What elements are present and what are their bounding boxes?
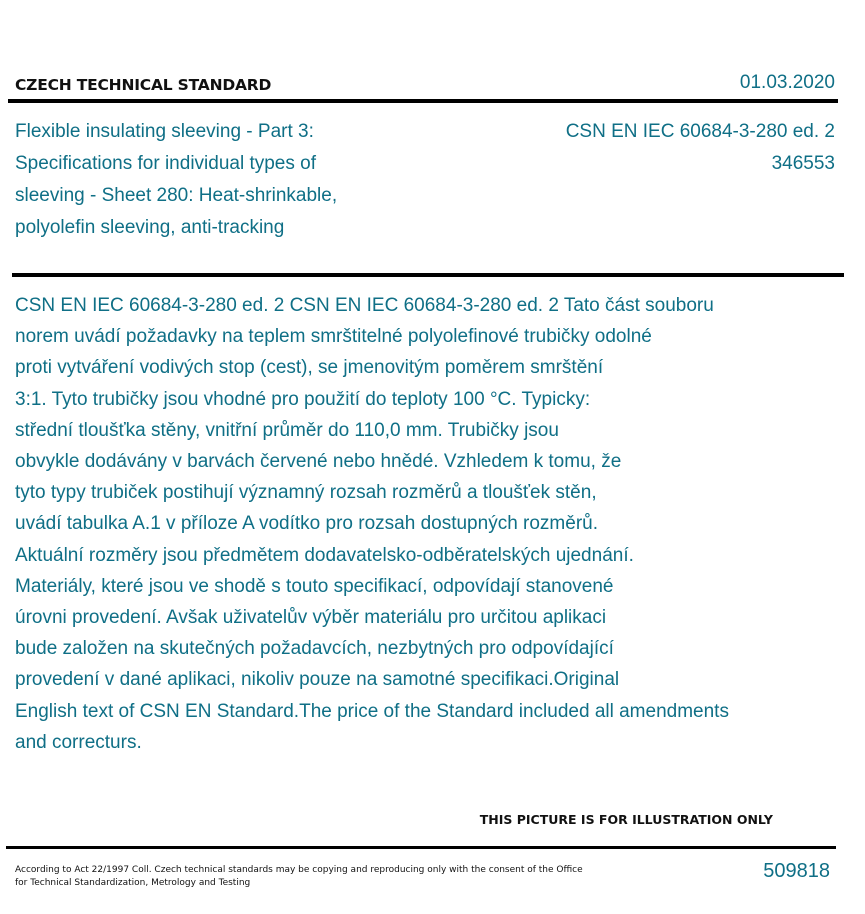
legal-note: According to Act 22/1997 Coll. Czech technical standards may be copying and reproducing only with the consent of the Office for Technical Standardization, Metrology and Testing xyxy=(15,865,583,888)
title-line: Specifications for individual types of xyxy=(15,153,316,174)
standard-identifiers xyxy=(566,116,835,180)
title-line: polyolefin sleeving, anti-tracking xyxy=(15,217,285,238)
header-date: 01.03.2020 xyxy=(739,72,835,93)
title-line: Flexible insulating sleeving - Part 3: xyxy=(15,121,314,142)
standard-designation: CSN EN IEC 60684-3-280 ed. 2 xyxy=(565,121,835,142)
title-line: sleeving - Sheet 280: Heat-shrinkable, xyxy=(15,185,338,206)
standard-title xyxy=(15,116,415,244)
header-label: CZECH TECHNICAL STANDARD xyxy=(15,76,272,94)
catalog-number: 346553 xyxy=(771,153,835,174)
document-number: 509818 xyxy=(763,860,830,882)
header-divider xyxy=(8,99,838,103)
footer-divider xyxy=(6,846,836,849)
standard-description: CSN EN IEC 60684-3-280 ed. 2 CSN EN IEC 60684-3-280 ed. 2 Tato část souboru norem uvádí požadavky na teplem smrštitelné polyolefinové trubičky odolné proti vytváření vodivých stop (cest), se jmenovitým poměrem smrštění 3:1. Tyto trubičky jsou vhodné pro použití do teploty 100 °C. Typicky: střední tloušťka stěny, vnitřní průměr do 110,0 mm. Trubičky jsou obvykle dodávány v barvách červené nebo hnědé. Vzhledem k tomu, že tyto typy trubiček postihují významný rozsah rozměrů a tloušťek stěn, uvádí tabulka A.1 v příloze A vodítko pro rozsah dostupných rozměrů. Aktuální rozměry jsou předmětem dodavatelsko-odběratelských ujednání. Materiály, které jsou ve shodě s touto specifikací, odpovídají stanovené úrovni provedení. Avšak uživatelův výběr materiálu pro určitou aplikaci bude založen na skutečných požadavcích, nezbytných pro odpovídající provedení v dané aplikaci, nikoliv pouze na samotné specifikaci.Original English text of CSN EN Standard.The price of the Standard included all amendments and correcturs. xyxy=(15,295,729,753)
section-divider xyxy=(12,273,844,277)
illustration-note: THIS PICTURE IS FOR ILLUSTRATION ONLY xyxy=(479,812,773,827)
